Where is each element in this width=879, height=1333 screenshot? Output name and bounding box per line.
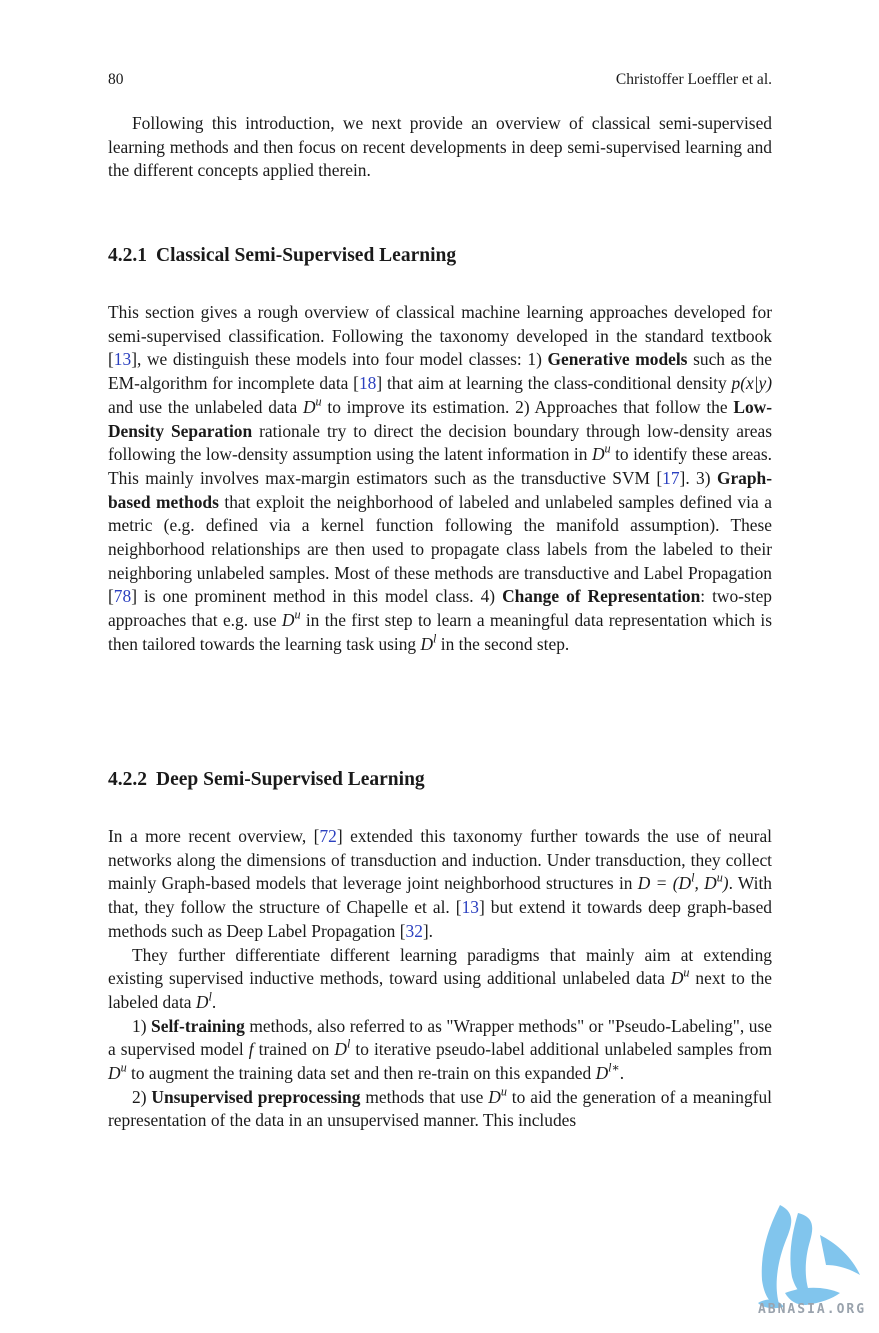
paragraph: [108, 1015, 772, 1086]
math-superscript: u: [294, 607, 301, 622]
math-superscript: u: [683, 965, 690, 980]
text-run: in the first step to learn a meaningful data representation which is then tailored towards the learning task using: [108, 610, 772, 654]
math-superscript: u: [315, 394, 322, 409]
bold-term: Graph-based methods: [108, 467, 773, 512]
math-symbol: D: [195, 991, 209, 1012]
math-symbol: D: [678, 873, 692, 894]
text-run: ] but extend it towards deep graph-based methods such as Deep Label Propagation [: [108, 897, 772, 941]
math-superscript: u: [716, 871, 723, 886]
page-number: 80: [108, 71, 124, 88]
math-symbol: D: [334, 1039, 347, 1060]
math-superscript: l∗: [608, 1060, 620, 1075]
math-symbol: D: [302, 396, 316, 417]
math-superscript: l: [346, 1037, 351, 1052]
citation-link[interactable]: 18: [358, 373, 377, 394]
text-run: to iterative pseudo-label additional unlabeled samples from: [350, 1039, 773, 1060]
bold-term: Change of Representation: [502, 586, 701, 607]
text-run: They further differentiate different learning paradigms that mainly aim at extending existing supervised inductive methods, toward using additional unlabeled data: [108, 944, 772, 989]
section-number: 4.2.1: [108, 245, 147, 266]
text-run: .: [211, 991, 217, 1012]
text-run: such as the EM-algorithm for incomplete data [: [108, 349, 773, 394]
text-run: to improve its estimation. 2) Approaches that follow the: [321, 396, 734, 417]
bold-term: Self-training: [151, 1015, 245, 1036]
text-run: ], we distinguish these models into four model classes: 1): [131, 349, 548, 370]
section-number: 4.2.2: [108, 769, 147, 790]
math-superscript: l: [208, 989, 212, 1004]
text-run: ].: [422, 920, 434, 941]
section-title: Classical Semi-Supervised Learning: [156, 245, 457, 266]
text-run: to augment the training data set and then re-train on this expanded: [126, 1063, 596, 1084]
text-run: methods that use: [360, 1086, 489, 1107]
section-4-2-1-body: [108, 301, 772, 657]
math-superscript: l: [691, 871, 695, 886]
math-symbol: D: [488, 1086, 501, 1107]
citation-link[interactable]: 72: [319, 826, 337, 846]
math-symbol: D: [108, 1063, 121, 1084]
paragraph: [108, 301, 772, 657]
math-superscript: l: [433, 631, 437, 646]
math-symbol: D: [591, 444, 605, 465]
math-superscript: u: [500, 1084, 507, 1099]
text-run: trained on: [253, 1039, 335, 1060]
math-symbol: D: [595, 1063, 609, 1084]
text-run: in the second step.: [436, 633, 570, 654]
math-symbol: D: [670, 968, 684, 989]
section-heading-4-2-1: [108, 244, 772, 268]
text-run: ] extended this taxonomy further towards the use of neural networks along the dimensions of transduction and induction. Under transduction, they collect mainly Graph-based models that leverage joint neighborhood structures in: [108, 826, 772, 894]
math-expression: p(x|y): [731, 373, 772, 394]
running-title: Christoffer Loeffler et al.: [615, 71, 772, 88]
bold-term: Unsupervised preprocessing: [151, 1086, 361, 1107]
watermark-text: ABNASIA.ORG: [757, 1302, 867, 1317]
text-run: to aid the generation of a meaningful representation of the data in an unsupervised manner. This includes: [108, 1086, 772, 1131]
text-run: to identify these areas. This mainly involves max-margin estimators such as the transductive SVM [: [108, 444, 773, 488]
section-heading-4-2-2: [108, 768, 772, 792]
text-run: rationale try to direct the decision boundary through low-density areas following the low-density assumption using the latent information in: [108, 420, 772, 465]
bold-term: Generative models: [547, 349, 688, 370]
text-run: In a more recent overview, [: [108, 826, 320, 846]
paragraph: [108, 944, 772, 1015]
text-run: .: [619, 1063, 625, 1084]
text-run: ] is one prominent method in this model class. 4): [131, 586, 503, 607]
paragraph: [108, 1086, 772, 1133]
math-separator: ,: [694, 873, 705, 894]
math-superscript: u: [120, 1060, 127, 1075]
section-4-2-2-body: [108, 825, 772, 1133]
text-run: This section gives a rough overview of classical machine learning approaches developed for semi-supervised classification. Following the taxonomy developed in the standard textbook [: [108, 302, 772, 370]
text-run: next to the labeled data: [108, 968, 772, 1012]
intro-text: Following this introduction, we next provide an overview of classical semi-supervised learning methods and then focus on recent developments in deep semi-supervised learning and the different concepts applied therein.: [108, 113, 772, 181]
math-paren: ): [722, 873, 729, 894]
intro-paragraph: [108, 112, 772, 183]
section-title: Deep Semi-Supervised Learning: [156, 769, 425, 790]
text-run: . With that, they follow the structure of Chapelle et al. [: [108, 873, 773, 918]
math-superscript: u: [604, 441, 611, 456]
text-run: methods, also referred to as "Wrapper methods" or "Pseudo-Labeling", use a supervised model: [108, 1015, 772, 1060]
text-run: that exploit the neighborhood of labeled and unlabeled samples defined via a metric (e.g. defined via a kernel function following the manifold assumption). These neighborhood relationships are then used to propagate class labels from the labeled to their neighboring unlabeled samples. Most of these methods are transductive and Label Propagation [: [108, 491, 772, 607]
citation-link[interactable]: 32: [405, 920, 423, 941]
math-expression: D = (: [637, 873, 679, 894]
citation-link[interactable]: 17: [662, 467, 680, 488]
citation-link[interactable]: 13: [113, 349, 132, 370]
bold-term: Low-Density Separation: [108, 396, 773, 441]
text-run: : two-step approaches that e.g. use: [108, 586, 772, 631]
text-run: ] that aim at learning the class-conditional density: [376, 373, 732, 394]
text-run: ]. 3): [679, 467, 717, 488]
math-symbol: D: [704, 873, 717, 894]
citation-link[interactable]: 13: [461, 897, 479, 918]
math-symbol: f: [248, 1039, 254, 1060]
text-run: 2): [132, 1086, 152, 1107]
math-symbol: D: [281, 610, 295, 631]
citation-link[interactable]: 78: [113, 586, 132, 607]
math-symbol: D: [420, 633, 434, 654]
paragraph: [108, 825, 772, 944]
text-run: 1): [132, 1015, 152, 1036]
text-run: and use the unlabeled data: [108, 396, 303, 417]
